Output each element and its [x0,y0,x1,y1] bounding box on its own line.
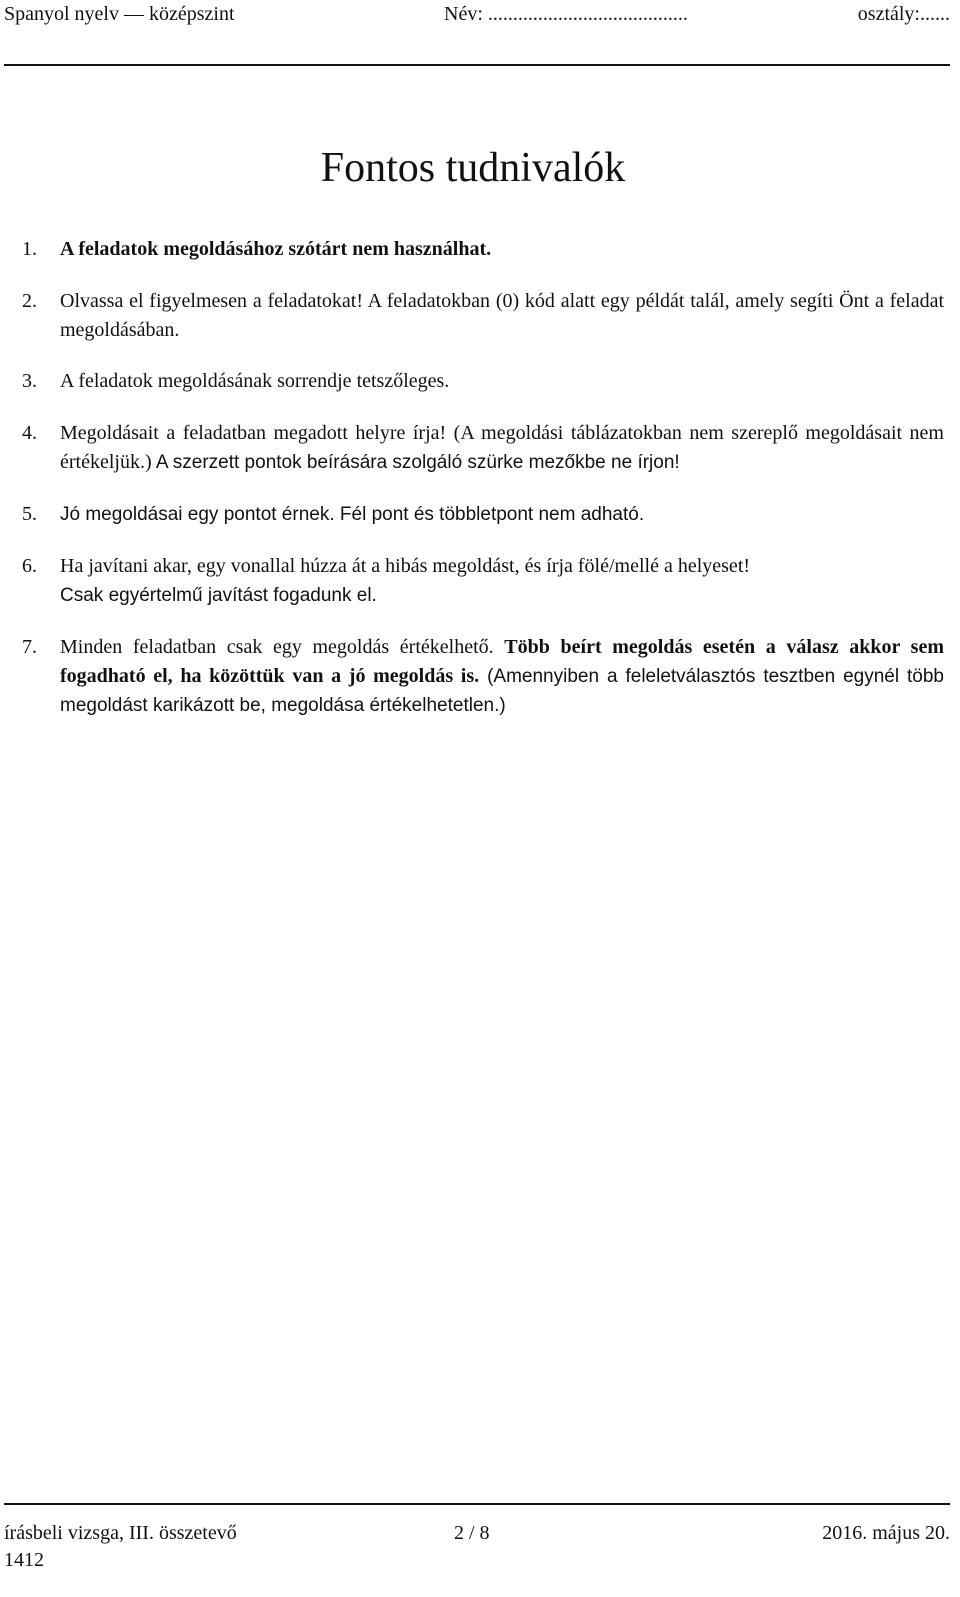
item-text-a: Minden feladatban csak egy megoldás értékelhető. [60,636,505,658]
header-divider [4,64,950,66]
instruction-item-4 [22,419,944,477]
exam-code: 1412 [4,1549,44,1571]
item-number: 6. [22,555,37,577]
item-number: 3. [22,370,37,392]
item-number: 4. [22,422,37,444]
page-number: 2 / 8 [454,1522,490,1544]
subject-label: Spanyol nyelv — középszint [4,3,235,25]
instructions-list [22,235,944,720]
item-text-a: Ha javítani akar, egy vonallal húzza át a hibás megoldást, és írja fölé/mellé a helyeset! [60,555,751,577]
exam-part-label: írásbeli vizsga, III. összetevő [4,1522,237,1544]
item-number: 5. [22,503,37,525]
instruction-item-7 [22,633,944,720]
name-field: Név: ........................................ [444,3,688,25]
item-number: 2. [22,290,37,312]
instruction-item-6 [22,552,944,610]
item-text-b: Csak egyértelmű javítást fogadunk el. [60,585,377,606]
item-number: 1. [22,238,37,260]
item-text-bold: Több beírt megoldás esetén a válasz akkor sem fogadható el, ha közöttük van a jó megoldás is. [60,636,944,687]
page-header [4,0,950,28]
item-text-a: Megoldásait a feladatban megadott helyre írja! (A megoldási táblázatokban nem szereplő megoldásait nem értékeljük.) [60,422,944,473]
instruction-item-3 [22,367,944,396]
footer-divider [4,1503,950,1505]
item-text: Olvassa el figyelmesen a feladatokat! A feladatokban (0) kód alatt egy példát talál, amely segíti Önt a feladat megoldásában. [60,290,944,341]
item-text: Jó megoldásai egy pontot érnek. Fél pont és többletpont nem adható. [60,504,645,525]
item-text-c: (Amennyiben a feleletválasztós tesztben egynél több megoldást karikázott be, megoldása értékelhetetlen.) [60,666,944,716]
exam-date: 2016. május 20. [822,1522,950,1544]
item-text-b: A szerzett pontok beírására szolgáló szürke mezőkbe ne írjon! [151,452,680,473]
instruction-item-1 [22,235,944,264]
page-title: Fontos tudnivalók [320,145,626,192]
item-text: A feladatok megoldásához szótárt nem használhat. [60,238,492,260]
class-field: osztály:...... [857,3,950,25]
instruction-item-5 [22,500,944,529]
item-number: 7. [22,636,37,658]
instruction-item-2 [22,287,944,345]
item-text: A feladatok megoldásának sorrendje tetszőleges. [60,370,450,392]
